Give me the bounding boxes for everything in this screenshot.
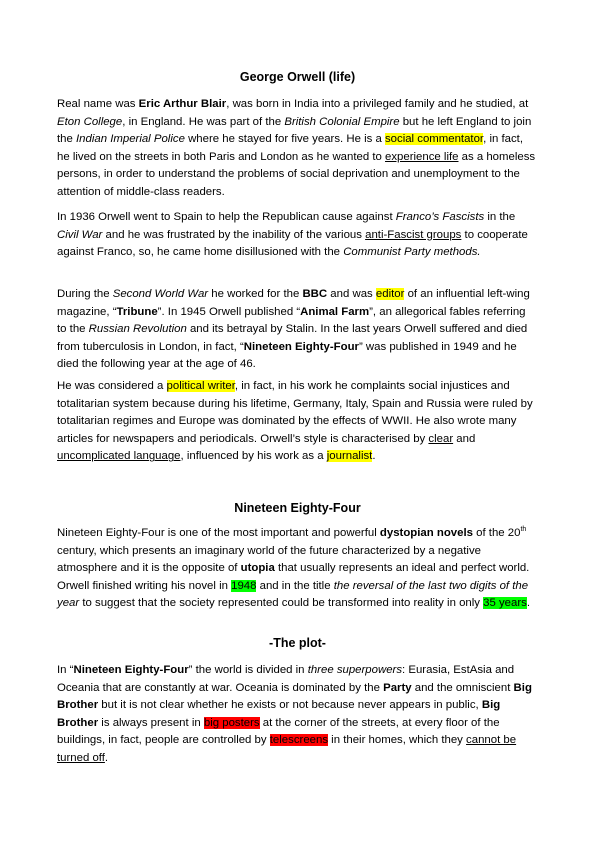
- paragraph-spain: [57, 209, 538, 262]
- text: and he was frustrated by the inability of the various: [102, 228, 366, 241]
- underlined-text: cannot be turned off: [57, 734, 517, 764]
- text: In 1936 Orwell went to Spain to help the Republican cause against: [57, 211, 396, 223]
- highlight-yellow: journalist: [326, 450, 373, 463]
- text: .: [526, 597, 531, 610]
- bold-text: utopia: [240, 562, 275, 575]
- text: , in fact, he lived on the streets in both Paris and London as he wanted to: [57, 133, 523, 163]
- underlined-text: experience life: [385, 150, 459, 163]
- bold-text: Eric Arthur Blair: [138, 98, 227, 110]
- text: .: [372, 450, 376, 463]
- text: of an influential left-wing magazine, “: [57, 288, 530, 318]
- text: : Eurasia, EstAsia and Oceania that are constantly at war. Oceania is dominated by the: [57, 664, 515, 694]
- text: .: [104, 751, 109, 764]
- bold-text: Nineteen Eighty-Four: [243, 340, 359, 353]
- text: Real name was: [57, 98, 139, 110]
- text: that usually represents an ideal and perfect world. Orwell finished writing his novel in: [57, 562, 530, 592]
- bold-text: Tribune: [116, 305, 158, 318]
- bold-text: Nineteen Eighty-Four: [73, 664, 189, 676]
- text: , influenced by his work as a: [180, 450, 327, 463]
- highlight-yellow: social commentator: [384, 133, 484, 146]
- underlined-text: anti-Fascist groups: [365, 228, 462, 241]
- paragraph-novel: [57, 525, 538, 613]
- text: Nineteen Eighty-Four is one of the most important and powerful: [57, 527, 380, 539]
- text: and was: [327, 288, 376, 300]
- highlight-green: 1948: [231, 579, 257, 592]
- italic-text: Eton College: [57, 115, 123, 128]
- text: In “: [57, 664, 74, 676]
- paragraph-war: [57, 286, 538, 374]
- text: ”. In 1945 Orwell published “: [157, 305, 301, 318]
- italic-text: British Colonial Empire: [284, 115, 400, 128]
- text: He was considered a: [57, 380, 167, 392]
- text: , was born in India into a privileged family and he studied, at: [226, 98, 529, 110]
- text: , in England. He was part of the: [122, 115, 285, 128]
- paragraph-plot: [57, 662, 538, 768]
- text: to suggest that the society represented could be transformed into reality in only: [79, 597, 484, 610]
- section-title-life: George Orwell (life): [239, 70, 356, 84]
- italic-text: Indian Imperial Police: [76, 133, 185, 146]
- text: ” the world is divided in: [188, 664, 308, 676]
- section-title-plot: -The plot-: [269, 636, 326, 650]
- highlight-yellow: editor: [375, 288, 405, 300]
- text: ”, an allegorical fables referring to the: [57, 305, 526, 336]
- italic-text: Franco’s Fascists: [395, 211, 485, 223]
- italic-text: three superpowers: [307, 664, 403, 676]
- bold-text: Big Brother: [57, 681, 532, 712]
- superscript: th: [520, 526, 527, 534]
- text: and its betrayal by Stalin. In the last years Orwell suffered and died from tuberculosis in London, in fact, “: [57, 323, 528, 353]
- text: and in the title: [256, 579, 334, 592]
- bold-text: BBC: [302, 288, 328, 300]
- paragraph-biography: [57, 96, 538, 202]
- italic-text: Second World War: [112, 288, 209, 300]
- text: but it is not clear whether he exists or not because never appears in public,: [98, 699, 482, 712]
- text: During the: [57, 288, 113, 300]
- bold-text: Party: [383, 681, 412, 694]
- text: of the 20: [472, 527, 521, 539]
- underlined-text: clear: [428, 432, 454, 445]
- text: , in fact, in his work he complaints social injustices and totalitarian system because during his lifetime, Germany, Italy, Spain and Russia were ruled by totalitarian regimes and Europe was dominated by the effects of WWII. He also wrote many articles for newspapers and periodicals. Orwell’s style is characterised by: [57, 380, 533, 445]
- text: at the corner of the streets, at every floor of the buildings, in fact, people are controlled by: [57, 716, 500, 747]
- italic-text: the reversal of the last two digits of the year: [57, 579, 529, 610]
- underlined-text: uncomplicated language: [57, 450, 181, 463]
- italic-text: Russian Revolution: [88, 323, 187, 336]
- italic-text: Civil War: [57, 228, 103, 241]
- text: he worked for the: [208, 288, 303, 300]
- highlight-red: big posters: [203, 716, 260, 729]
- section-title-novel: Nineteen Eighty-Four: [234, 501, 361, 515]
- text: ” was published in 1949 and he died the following year at the age of 46.: [57, 340, 517, 371]
- text: as a homeless persons, in order to understand the problems of social deprivation and unemployment to the attention of middle-class readers.: [57, 150, 536, 198]
- text: but he left England to join the: [57, 115, 532, 146]
- bold-text: Animal Farm: [300, 305, 370, 318]
- highlight-green: 35 years: [483, 597, 527, 610]
- text: and: [453, 432, 476, 445]
- bold-text: Big Brother: [57, 699, 501, 729]
- highlight-yellow: political writer: [166, 380, 235, 392]
- text: is always present in: [98, 716, 204, 729]
- italic-text: Communist Party methods.: [343, 246, 481, 259]
- text: and the omniscient: [411, 681, 514, 694]
- text: century, which presents an imaginary world of the future characterized by a negative atmosphere and it is the opposite of: [57, 544, 481, 575]
- text: where he stayed for five years. He is a: [184, 133, 385, 146]
- text: in their homes, which they: [328, 734, 467, 747]
- text: to cooperate against Franco, so, he came home disillusioned with the: [57, 228, 528, 259]
- paragraph-political-writer: [57, 378, 538, 466]
- text: in the: [484, 211, 516, 223]
- bold-text: dystopian novels: [379, 527, 473, 539]
- highlight-red: telescreens: [269, 734, 329, 747]
